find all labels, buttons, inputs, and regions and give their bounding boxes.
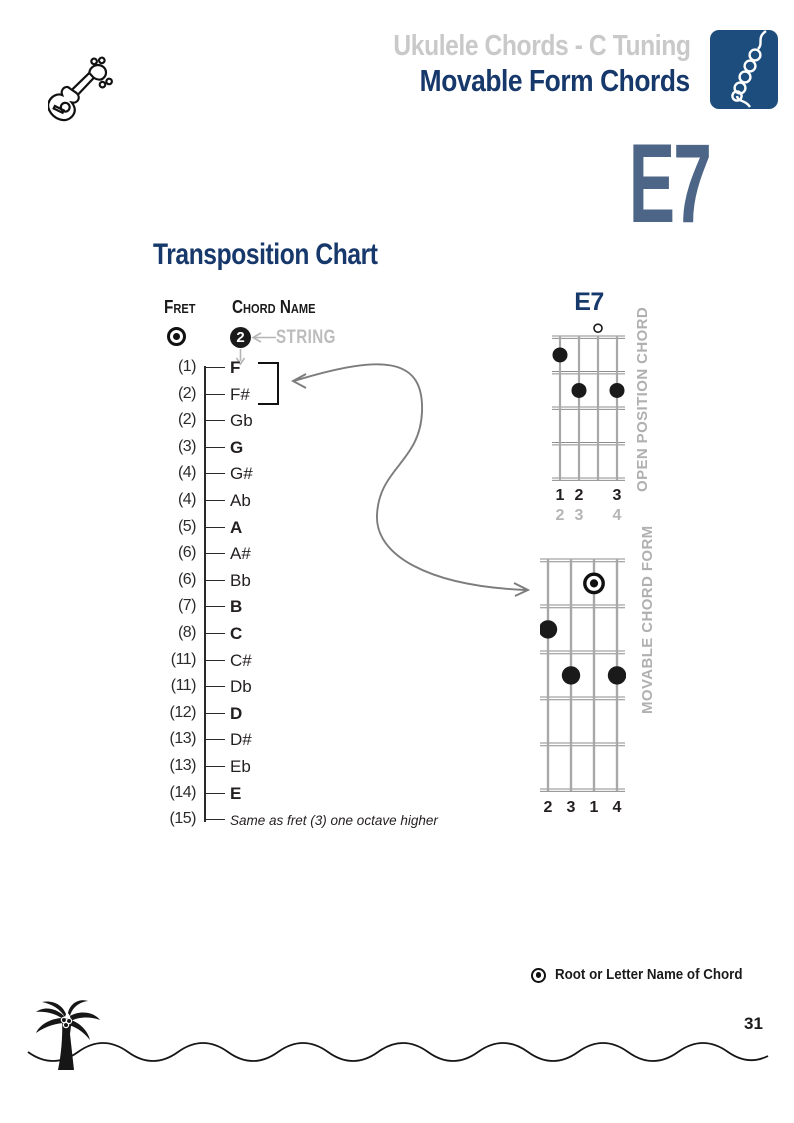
tick (205, 766, 225, 767)
fret-number: (14) (169, 784, 196, 801)
chord-name: A# (230, 544, 251, 563)
tick (205, 686, 225, 687)
table-row (140, 621, 520, 647)
chord-name: C (230, 624, 243, 643)
fret-number: (11) (170, 651, 196, 668)
open-chord-title: E7 (574, 288, 604, 316)
tick (205, 660, 225, 661)
finger-number-alt: 2 (555, 507, 565, 524)
string-arrow-icon (248, 330, 278, 345)
finger-number: 2 (574, 487, 584, 504)
ukulele-icon (48, 14, 153, 122)
table-row (140, 727, 520, 753)
chord-name: Gb (230, 411, 253, 430)
page-title-series: Ukulele Chords - C Tuning (392, 30, 690, 62)
chord-name: G (230, 438, 244, 457)
movable-chord-form-diagram (540, 552, 626, 794)
table-row (140, 701, 520, 727)
table-row (140, 648, 520, 674)
finger-number: 4 (612, 799, 622, 816)
fret-number: (5) (177, 518, 196, 535)
fret-number: (7) (177, 597, 196, 614)
tick (205, 473, 225, 474)
fret-number: (1) (177, 358, 196, 375)
page-number: 31 (744, 1014, 763, 1033)
table-row (140, 807, 520, 833)
chord-name: Bb (230, 571, 251, 590)
row-group-bracket (258, 362, 279, 405)
fret-number: (8) (177, 624, 196, 641)
page-title-section: Movable Form Chords (419, 63, 690, 98)
root-symbol-icon (167, 327, 186, 346)
transposition-chart-title: Transposition Chart (153, 238, 378, 271)
tick (205, 739, 225, 740)
tick (205, 367, 225, 368)
open-finger-row-black (550, 487, 628, 507)
chord-name: Db (230, 677, 252, 696)
fret-number: (2) (177, 385, 196, 402)
tick (205, 793, 225, 794)
fret-number: (2) (177, 411, 196, 428)
table-row (140, 674, 520, 700)
finger-number: 2 (543, 799, 553, 816)
open-position-side-label: OPEN POSITION CHORD (634, 306, 651, 492)
string-number-badge: 2 (230, 327, 251, 348)
table-row (140, 754, 520, 780)
tick (205, 633, 225, 634)
finger-number: 3 (566, 799, 576, 816)
movable-form-side-label: MOVABLE CHORD FORM (639, 525, 656, 714)
chord-name: Eb (230, 757, 251, 776)
finger-number: 3 (612, 487, 622, 504)
fret-number: (6) (177, 544, 196, 561)
tick (205, 580, 225, 581)
string-label: STRING (276, 327, 336, 348)
fret-number: (15) (169, 810, 196, 827)
finger-number: 1 (589, 799, 599, 816)
fret-number: (13) (169, 757, 196, 774)
chord-name: Ab (230, 491, 251, 510)
open-finger-row-gray (550, 507, 628, 527)
chord-name: C# (230, 651, 252, 670)
tick (205, 553, 225, 554)
tick (205, 447, 225, 448)
tick (205, 394, 225, 395)
finger-number: 1 (555, 487, 565, 504)
tick (205, 527, 225, 528)
column-header-chord-name: Chord Name (232, 297, 316, 317)
tick (205, 819, 225, 820)
fret-number: (13) (169, 730, 196, 747)
fret-number: (6) (177, 571, 196, 588)
finger-number-alt: 3 (574, 507, 584, 524)
root-symbol-icon (531, 968, 546, 983)
column-header-fret: Fret (164, 297, 196, 317)
chord-name: B (230, 597, 243, 616)
tick (205, 500, 225, 501)
chord-name: D (230, 704, 243, 723)
movable-finger-row (540, 799, 626, 821)
chord-name: E (230, 784, 242, 803)
fret-number: (12) (169, 704, 196, 721)
chord-name: D# (230, 730, 252, 749)
chord-name: G# (230, 464, 253, 483)
fret-number: (3) (177, 438, 196, 455)
chord-name: A (230, 518, 243, 537)
finger-number-alt: 4 (612, 507, 622, 524)
open-position-chord-diagram (550, 322, 628, 487)
transpose-curve-arrow-icon (278, 350, 540, 602)
wave-divider (0, 1040, 794, 1084)
chord-name: F (230, 358, 241, 377)
octave-note: Same as fret (3) one octave higher (230, 813, 438, 828)
fret-number: (4) (177, 464, 196, 481)
tick (205, 606, 225, 607)
tick (205, 420, 225, 421)
legend-root (531, 967, 759, 983)
chord-heading: E7 (628, 121, 710, 246)
fret-number: (4) (177, 491, 196, 508)
table-row (140, 781, 520, 807)
fret-number: (11) (170, 677, 196, 694)
chord-name: F# (230, 385, 250, 404)
legend-root-label: Root or Letter Name of Chord (555, 967, 743, 983)
string-logo-icon (710, 30, 778, 109)
tick (205, 713, 225, 714)
